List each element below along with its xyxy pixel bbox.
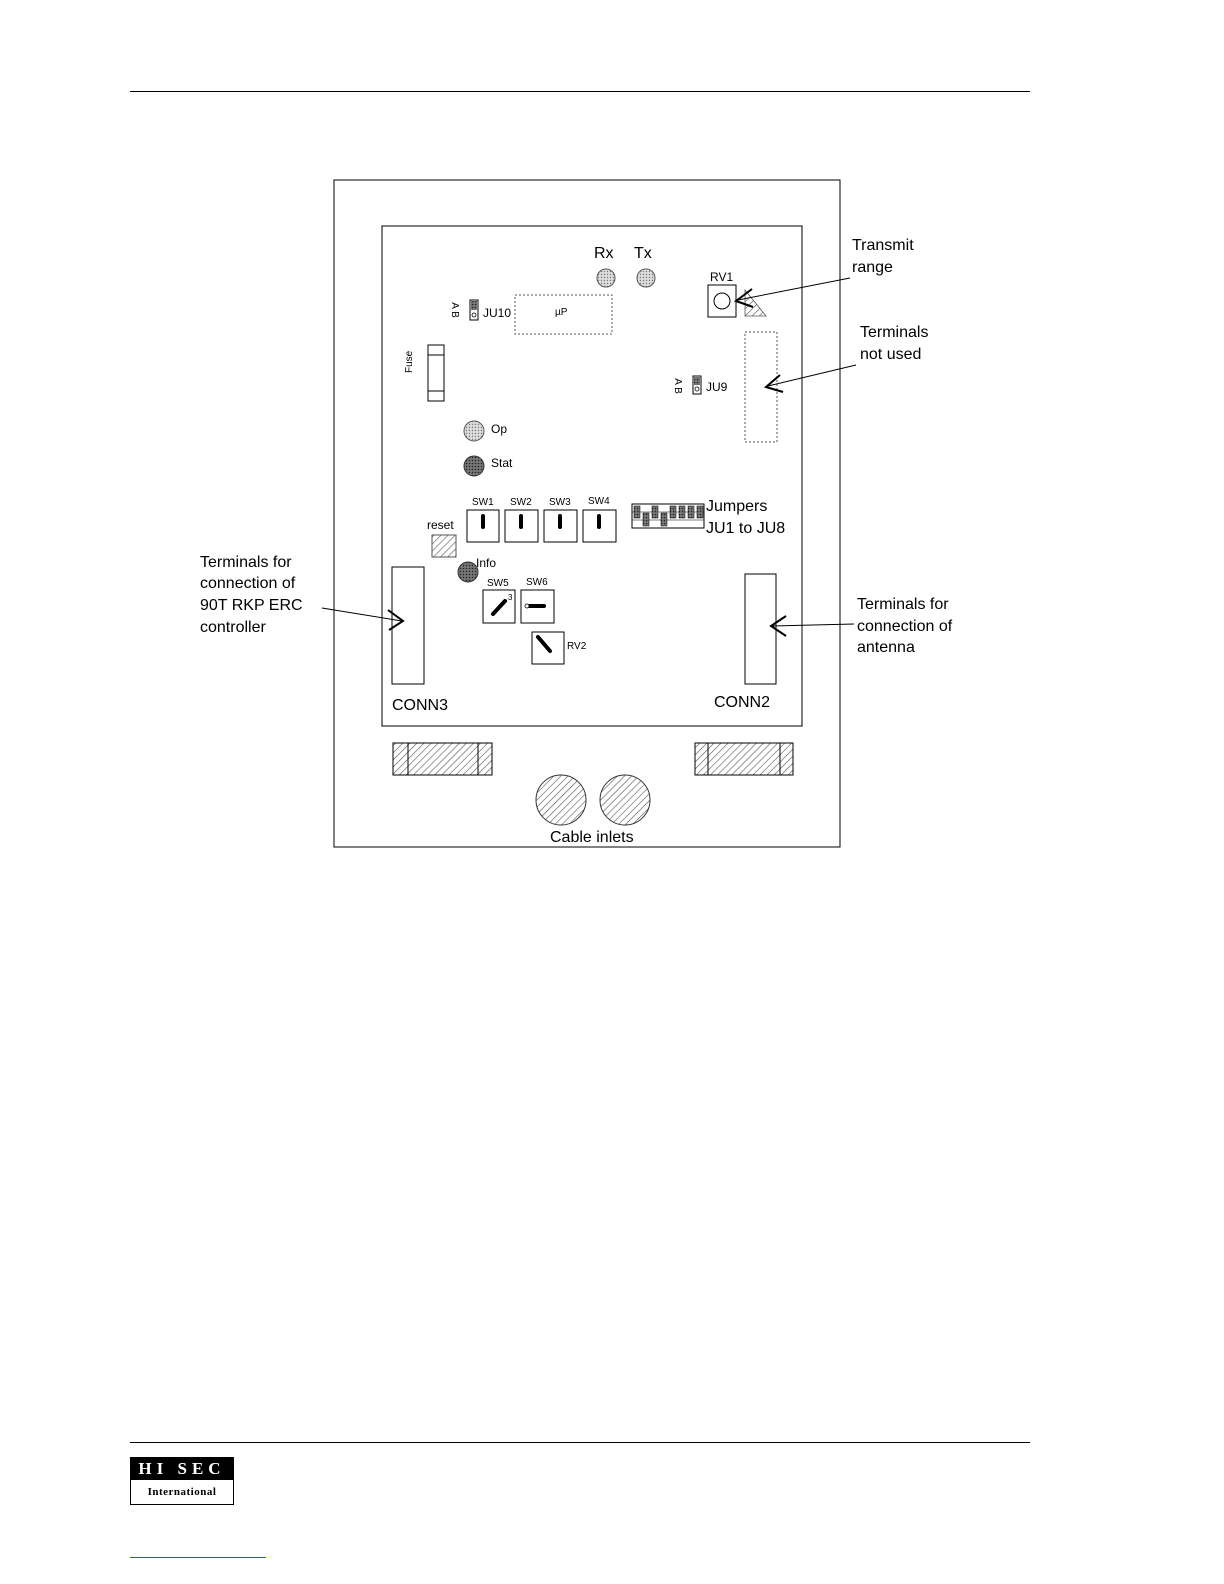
sw6-switch <box>521 590 554 623</box>
rx-led <box>597 269 615 287</box>
sw3-label: SW3 <box>549 497 571 508</box>
rv2-potentiometer <box>532 632 564 664</box>
ju10-ab-label: A B <box>448 302 460 318</box>
fuse-label: Fuse <box>404 350 415 373</box>
logo-top-text: HI SEC <box>131 1458 233 1480</box>
sw4-label: SW4 <box>588 496 610 507</box>
sw1-label: SW1 <box>472 497 494 508</box>
callout-transmit-line1: Transmit <box>852 237 914 254</box>
ju9-label: JU9 <box>706 380 728 394</box>
info-label: Info <box>476 556 497 570</box>
sw2-switch <box>505 510 538 542</box>
tx-led <box>637 269 655 287</box>
reset-button-shape <box>432 535 456 557</box>
callout-not-used-line2: not used <box>860 346 922 363</box>
stat-label: Stat <box>491 456 513 470</box>
reset-label: reset <box>427 518 454 532</box>
callout-conn3-line4: controller <box>200 619 266 636</box>
sw5-mark: 3 <box>508 593 513 602</box>
footer-rule <box>130 1442 1030 1443</box>
callout-conn2-line3: antenna <box>857 639 915 656</box>
ju9-ab-label: A B <box>671 378 683 394</box>
stat-led <box>464 456 484 476</box>
conn3-label: CONN3 <box>392 697 449 714</box>
callout-transmit-line2: range <box>852 259 893 276</box>
sw6-label: SW6 <box>526 577 548 588</box>
logo-bottom-text: International <box>147 1486 217 1498</box>
info-led <box>458 562 478 582</box>
callout-not-used-line1: Terminals <box>860 324 929 341</box>
footer-link-underline[interactable] <box>130 1557 266 1558</box>
op-led <box>464 421 484 441</box>
sw3-switch <box>544 510 577 542</box>
sw4-switch <box>583 510 616 542</box>
cable-inlet-right <box>600 775 650 825</box>
rv1-hatch-marker <box>745 290 766 316</box>
cable-inlets-label: Cable inlets <box>550 829 634 846</box>
microprocessor-label: µP <box>555 307 568 318</box>
sw1-switch <box>467 510 499 542</box>
rx-label: Rx <box>594 245 614 262</box>
callout-conn3-line2: connection of <box>200 575 296 592</box>
unused-terminal-block <box>745 332 777 442</box>
arrow-terminals-not-used <box>766 365 856 392</box>
jumpers-label-line1: Jumpers <box>706 498 768 515</box>
rv2-label: RV2 <box>567 641 587 652</box>
sw2-label: SW2 <box>510 497 532 508</box>
jumper-bank-ju1-ju8 <box>632 504 704 528</box>
left-mounting-rail <box>393 743 492 775</box>
rv1-label: RV1 <box>710 270 734 284</box>
fuse <box>428 345 444 401</box>
op-label: Op <box>491 422 508 436</box>
conn2-terminal-block <box>745 574 776 684</box>
callout-conn2-line1: Terminals for <box>857 596 949 613</box>
callout-conn2-line2: connection of <box>857 618 953 635</box>
tx-label: Tx <box>634 245 652 262</box>
callout-conn3-line1: Terminals for <box>200 554 292 571</box>
callout-conn3-line3: 90T RKP ERC <box>200 597 303 614</box>
cable-inlet-left <box>536 775 586 825</box>
conn2-label: CONN2 <box>714 694 771 711</box>
hisec-logo <box>130 1457 234 1505</box>
right-mounting-rail <box>695 743 793 775</box>
arrow-conn2 <box>771 616 854 636</box>
sw5-label: SW5 <box>487 578 509 589</box>
ju10-label: JU10 <box>483 306 512 320</box>
jumpers-label-line2: JU1 to JU8 <box>706 520 786 537</box>
